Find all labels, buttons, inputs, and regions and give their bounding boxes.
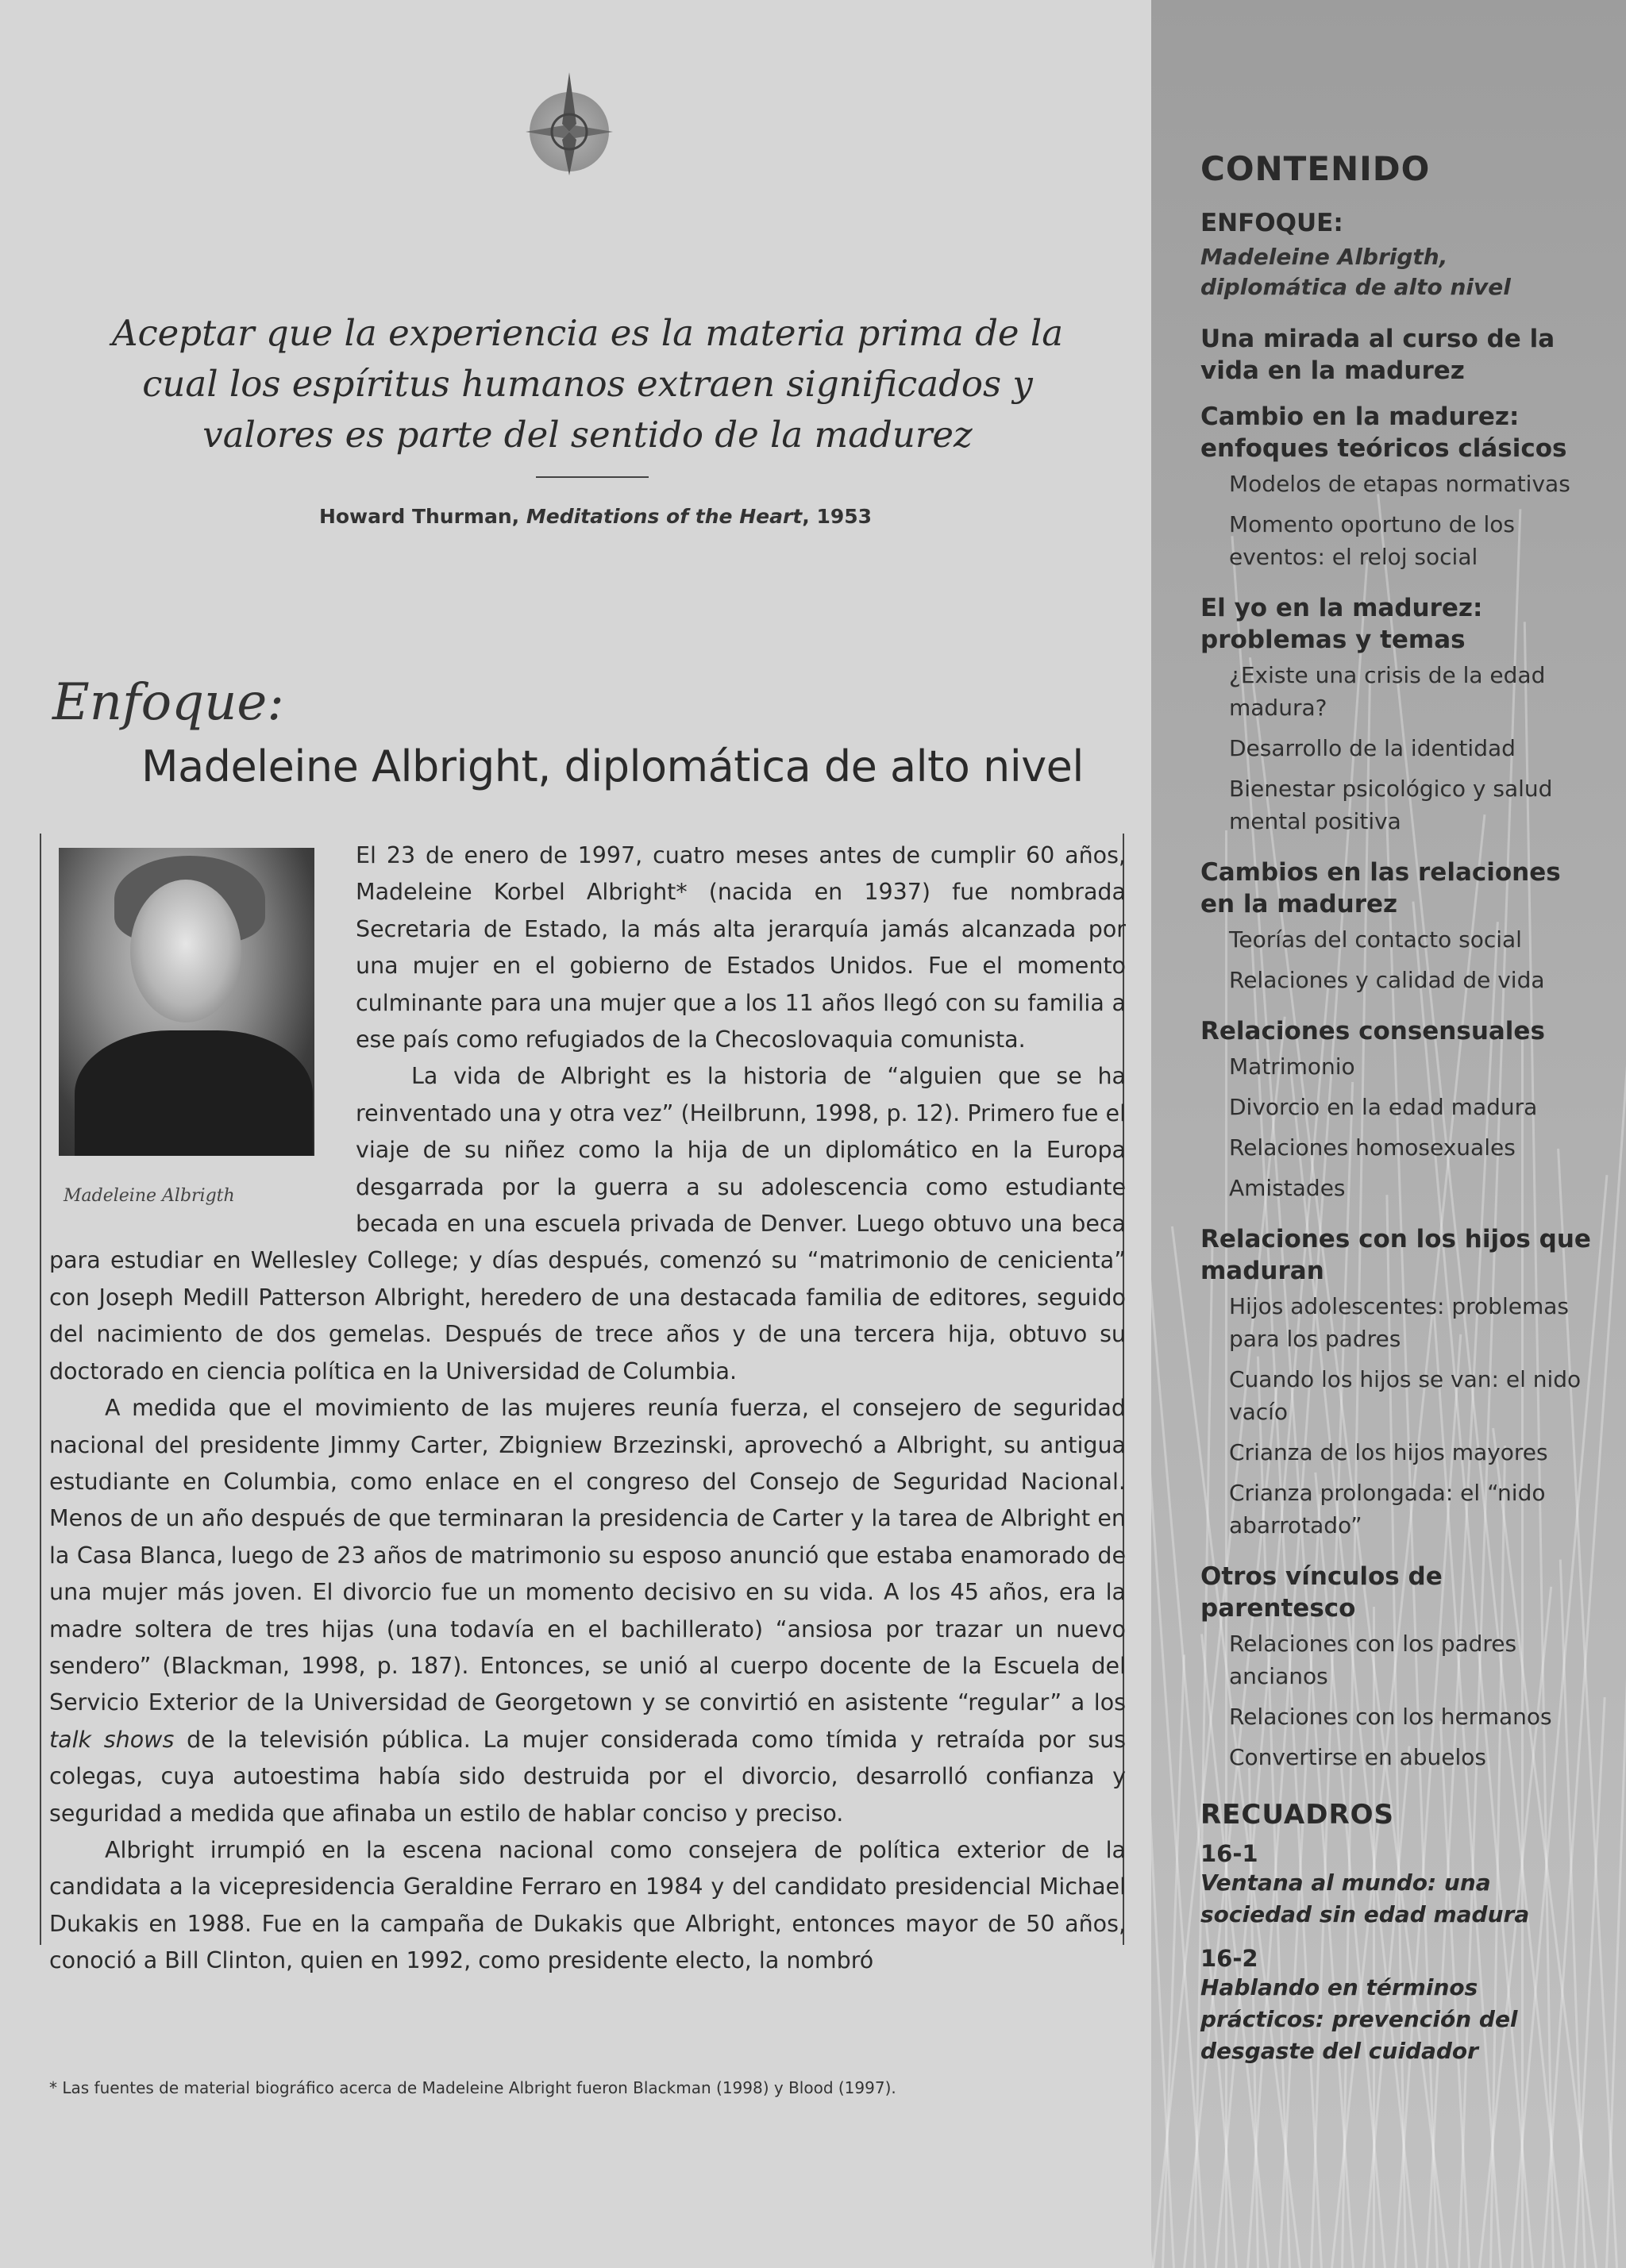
toc-subitem: Desarrollo de la identidad	[1229, 735, 1516, 761]
toc-gap	[1200, 1212, 1597, 1223]
toc-subitem: Teorías del contacto social	[1229, 926, 1522, 953]
toc-subitem: Crianza prolongada: el “nido abarrotado”	[1229, 1480, 1546, 1538]
toc-subitem: Modelos de etapas normativas	[1229, 471, 1570, 497]
toc-subitem: Momento oportuno de los eventos: el reloj social	[1229, 511, 1515, 570]
toc-gap	[1200, 390, 1597, 401]
paragraph-1: El 23 de enero de 1997, cuatro meses antes de cumplir 60 años, Madeleine Korbel Albright* (nacida en 1937) fue nombrada Secretaria de Estado, la más alta jerarquía jamás alcanzada por una mujer en el gobierno de Estados Unidos. Fue el momento culminante para una mujer que a los 11 años llegó con su familia a ese país como refugiados de la Checoslovaquia comunista.	[356, 842, 1126, 1053]
photo-figure-body	[75, 1030, 313, 1156]
footnote: * Las fuentes de material biográfico acerca de Madeleine Albright fueron Blackman (1998) y Blood (1997).	[49, 2078, 896, 2097]
paragraph-3	[49, 1390, 1126, 1832]
toc-box-title: Hablando en términos prácticos: prevención del desgaste del cuidador	[1200, 1974, 1518, 2064]
toc-box-number: 16-1	[1200, 1840, 1258, 1867]
toc-subitem: Matrimonio	[1229, 1053, 1355, 1080]
table-of-contents	[1200, 149, 1597, 2081]
toc-section-title: Otros vínculos de parentesco	[1200, 1562, 1443, 1623]
toc-focus-heading: ENFOQUE:	[1200, 209, 1343, 237]
quote-year: , 1953	[802, 505, 873, 528]
toc-section-title: Una mirada al curso de la vida en la madurez	[1200, 325, 1555, 385]
toc-gap	[1200, 1550, 1597, 1561]
paragraph-3-end: de la televisión pública. La mujer considerada como tímida y retraída por sus colegas, cuya autoestima había sido destruida por el divorcio, desarrolló confianza y seguridad a medida que afinaba un estilo de hablar conciso y preciso.	[49, 1726, 1126, 1827]
toc-section-title: Cambios en las relaciones en la madurez	[1200, 858, 1561, 918]
paragraph-4: Albright irrumpió en la escena nacional como consejera de política exterior de la candidata a la vicepresidencia Geraldine Ferraro en 1984 y del candidato presidencial Michael Dukakis en 1988. Fue en la campaña de Dukakis que Albright, entonces mayor de 50 años, conoció a Bill Clinton, quien en 1992, como presidente electo, la nombró	[49, 1836, 1126, 1974]
paragraph-3-italic: talk shows	[49, 1726, 175, 1753]
toc-subitem: Bienestar psicológico y salud mental positiva	[1229, 776, 1553, 834]
quote-line: Aceptar que la experiencia es la materia prima de la	[111, 312, 1064, 354]
toc-subitem: Relaciones homosexuales	[1229, 1134, 1516, 1161]
quote-line: cual los espíritus humanos extraen significados y	[142, 363, 1033, 405]
portrait-photo	[59, 848, 314, 1156]
toc-subitem: Convertirse en abuelos	[1229, 1744, 1486, 1770]
paragraph-2: La vida de Albright es la historia de “alguien que se ha reinventado una y otra vez” (Heilbrunn, 1998, p. 12). Primero fue el viaje de su niñez como la hija de un diplomático en la Europa desgarrada por la guerra a su adolescencia como estudiante becada en una escuela privada de Denver. Luego obtuvo una beca para estudiar en Wellesley College; y días después, comenzó su “matrimonio de cenicienta” con Joseph Medill Patterson Albright, heredero de una destacada familia de editores, seguido del nacimiento de dos gemelas. Después de trece años y de una tercera hija, obtuvo su doctorado en ciencia política en la Universidad de Columbia.	[49, 1063, 1126, 1384]
compass-rose-icon	[518, 68, 621, 179]
toc-subitem: Cuando los hijos se van: el nido vacío	[1229, 1366, 1582, 1425]
toc-subitem: Divorcio en la edad madura	[1229, 1094, 1538, 1120]
toc-box-title: Ventana al mundo: una sociedad sin edad madura	[1200, 1869, 1530, 1927]
toc-gap	[1200, 581, 1597, 592]
toc-subitem: Relaciones y calidad de vida	[1229, 967, 1545, 993]
toc-gap	[1200, 1781, 1597, 1792]
paragraph-3-text: A medida que el movimiento de las mujeres reunía fuerza, el consejero de seguridad nacional del presidente Jimmy Carter, Zbigniew Brzezinski, aprovechó a Albright, su antigua estudiante en Columbia, como enlace en el congreso del Consejo de Seguridad Nacional. Menos de un año después de que terminaran la presidencia de Carter y la tarea de Albright en la Casa Blanca, luego de 23 años de matrimonio su esposo anunció que estaba enamorado de una mujer más joven. El divorcio fue un momento decisivo en su vida. A los 45 años, era la madre soltera de tres hijas (una todavía en el bachillerato) “ansiosa por trazar un nuevo sendero” (Blackman, 1998, p. 187). Entonces, se unió al cuerpo docente de la Escuela del Servicio Exterior de la Universidad de Georgetown y se convirtió en asistente “regular” a los	[49, 1395, 1126, 1716]
epigraph-quote	[32, 308, 1143, 460]
toc-section-title: Relaciones consensuales	[1200, 1017, 1545, 1045]
toc-gap	[1200, 1004, 1597, 1015]
toc-section-title: El yo en la madurez: problemas y temas	[1200, 594, 1483, 654]
toc-boxes-heading: RECUADROS	[1200, 1799, 1395, 1831]
toc-subitem: Crianza de los hijos mayores	[1229, 1439, 1548, 1465]
toc-subitem: Relaciones con los hermanos	[1229, 1704, 1552, 1730]
toc-subitem: Relaciones con los padres ancianos	[1229, 1631, 1517, 1689]
quote-divider	[536, 476, 649, 478]
toc-box-number: 16-2	[1200, 1945, 1258, 1972]
focus-title: Madeleine Albright, diplomática de alto nivel	[141, 741, 1084, 791]
grass-stroke	[1162, 1654, 1185, 2268]
toc-subitem: Amistades	[1229, 1175, 1346, 1201]
toc-gap	[1200, 845, 1597, 857]
quote-line: valores es parte del sentido de la madurez	[202, 414, 973, 456]
photo-caption: Madeleine Albrigth	[64, 1186, 235, 1206]
photo-figure-face	[130, 880, 241, 1022]
grass-stroke	[1151, 1518, 1175, 2268]
toc-boxes	[1200, 1840, 1597, 2067]
toc-subitem: ¿Existe una crisis de la edad madura?	[1229, 662, 1546, 721]
focus-label: Enfoque:	[52, 673, 284, 732]
toc-subitem: Hijos adolescentes: problemas para los padres	[1229, 1293, 1569, 1352]
quote-source-title: Meditations of the Heart	[526, 505, 803, 528]
toc-focus-title: Madeleine Albrigth, diplomática de alto nivel	[1200, 244, 1511, 300]
quote-author-name: Howard Thurman,	[318, 505, 520, 528]
toc-section-title: Cambio en la madurez: enfoques teóricos clásicos	[1200, 402, 1567, 463]
toc-section-title: Relaciones con los hijos que maduran	[1200, 1225, 1591, 1285]
quote-attribution	[32, 505, 1159, 528]
toc-sections	[1200, 323, 1597, 1792]
toc-heading: CONTENIDO	[1200, 149, 1431, 188]
